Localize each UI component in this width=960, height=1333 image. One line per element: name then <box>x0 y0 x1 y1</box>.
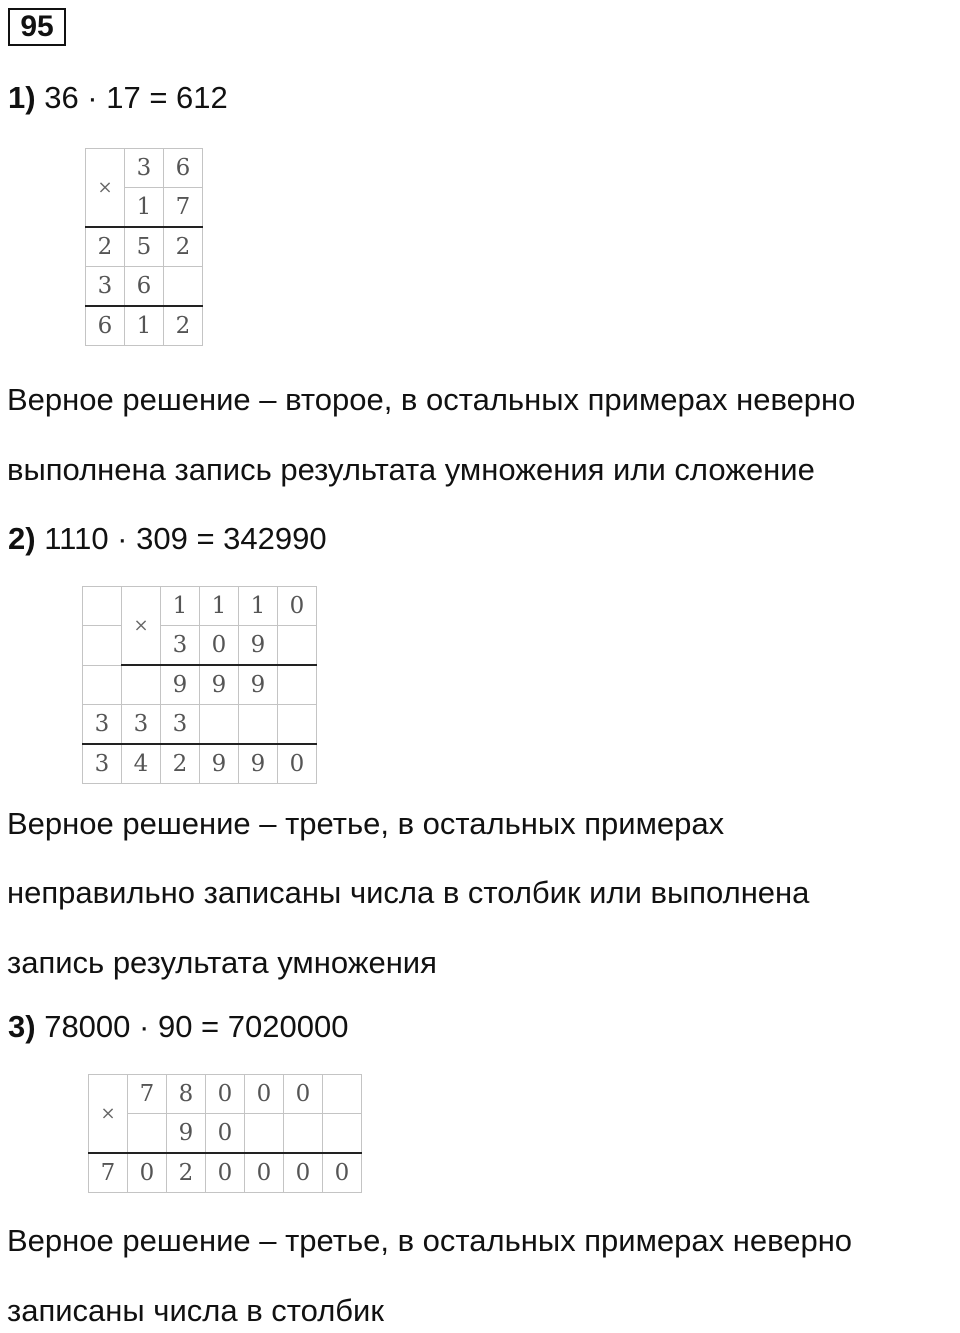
grid-cell <box>83 587 122 626</box>
grid-cell <box>128 1114 167 1154</box>
grid-cell: 6 <box>125 267 164 307</box>
grid-cell: 2 <box>164 227 203 267</box>
grid-cell: 2 <box>164 306 203 346</box>
grid-cell <box>122 665 161 705</box>
grid-cell: 0 <box>206 1153 245 1193</box>
grid-cell: 2 <box>86 227 125 267</box>
grid-cell: 3 <box>83 744 122 784</box>
grid-cell: 0 <box>200 626 239 666</box>
grid-cell: 9 <box>161 665 200 705</box>
grid-cell: 2 <box>161 744 200 784</box>
grid-cell: 0 <box>284 1153 323 1193</box>
grid-cell <box>83 626 122 666</box>
grid-cell: 7 <box>89 1153 128 1193</box>
problem-3-multiplication-grid <box>88 1074 362 1193</box>
problem-2-explanation-line-3: запись результата умножения <box>7 945 437 980</box>
problem-2-explanation-line-1: Верное решение – третье, в остальных примерах <box>7 806 725 841</box>
problem-1-heading <box>8 80 228 116</box>
problem-1-explanation-line-2: выполнена запись результата умножения или сложение <box>7 452 815 487</box>
grid-cell <box>245 1114 284 1154</box>
problem-2-heading <box>8 521 327 557</box>
grid-cell <box>323 1075 362 1114</box>
grid-cell: 5 <box>125 227 164 267</box>
grid-cell: 3 <box>83 705 122 745</box>
grid-cell: 0 <box>128 1153 167 1193</box>
grid-cell: 0 <box>206 1075 245 1114</box>
multiply-sign: × <box>89 1075 128 1154</box>
multiply-sign: × <box>122 587 161 666</box>
problem-2-expression: 1110 · 309 = 342990 <box>44 521 327 556</box>
grid-cell: 7 <box>164 188 203 228</box>
problem-3-explanation-line-1: Верное решение – третье, в остальных примерах неверно <box>7 1223 853 1258</box>
grid-cell: 9 <box>239 665 278 705</box>
grid-cell <box>323 1114 362 1154</box>
grid-cell: 1 <box>200 587 239 626</box>
problem-2-explanation-line-2: неправильно записаны числа в столбик или выполнена <box>7 875 810 910</box>
grid-cell: 3 <box>122 705 161 745</box>
grid-cell: 1 <box>125 188 164 228</box>
grid-cell <box>83 665 122 705</box>
grid-cell: 2 <box>167 1153 206 1193</box>
grid-cell <box>200 705 239 745</box>
grid-cell: 0 <box>206 1114 245 1154</box>
grid-cell: 7 <box>128 1075 167 1114</box>
problem-2-multiplication-grid <box>82 586 317 784</box>
task-number-badge: 95 <box>8 8 66 46</box>
problem-1-expression: 36 · 17 = 612 <box>44 80 228 115</box>
grid-cell: 9 <box>239 744 278 784</box>
grid-cell: 9 <box>200 744 239 784</box>
grid-cell: 8 <box>167 1075 206 1114</box>
grid-cell <box>164 267 203 307</box>
grid-cell: 1 <box>239 587 278 626</box>
problem-3-label: 3) <box>8 1009 36 1044</box>
grid-cell: 6 <box>86 306 125 346</box>
grid-cell: 0 <box>245 1075 284 1114</box>
grid-cell: 6 <box>164 149 203 188</box>
grid-cell: 4 <box>122 744 161 784</box>
grid-cell: 3 <box>125 149 164 188</box>
multiply-sign: × <box>86 149 125 228</box>
grid-cell: 0 <box>245 1153 284 1193</box>
problem-3-heading <box>8 1009 348 1045</box>
grid-cell: 9 <box>200 665 239 705</box>
grid-cell: 0 <box>278 587 317 626</box>
grid-cell: 3 <box>86 267 125 307</box>
problem-2-label: 2) <box>8 521 36 556</box>
grid-cell: 3 <box>161 705 200 745</box>
problem-1-multiplication-grid <box>85 148 203 346</box>
grid-cell: 9 <box>239 626 278 666</box>
grid-cell: 0 <box>278 744 317 784</box>
problem-3-expression: 78000 · 90 = 7020000 <box>44 1009 349 1044</box>
problem-1-explanation-line-1: Верное решение – второе, в остальных примерах неверно <box>7 382 856 417</box>
grid-cell: 0 <box>284 1075 323 1114</box>
grid-cell <box>278 705 317 745</box>
grid-cell: 0 <box>323 1153 362 1193</box>
grid-cell <box>278 626 317 666</box>
problem-1-label: 1) <box>8 80 36 115</box>
grid-cell <box>278 665 317 705</box>
grid-cell <box>239 705 278 745</box>
grid-cell: 3 <box>161 626 200 666</box>
grid-cell: 1 <box>125 306 164 346</box>
grid-cell <box>284 1114 323 1154</box>
problem-3-explanation-line-2: записаны числа в столбик <box>7 1293 384 1328</box>
grid-cell: 9 <box>167 1114 206 1154</box>
grid-cell: 1 <box>161 587 200 626</box>
